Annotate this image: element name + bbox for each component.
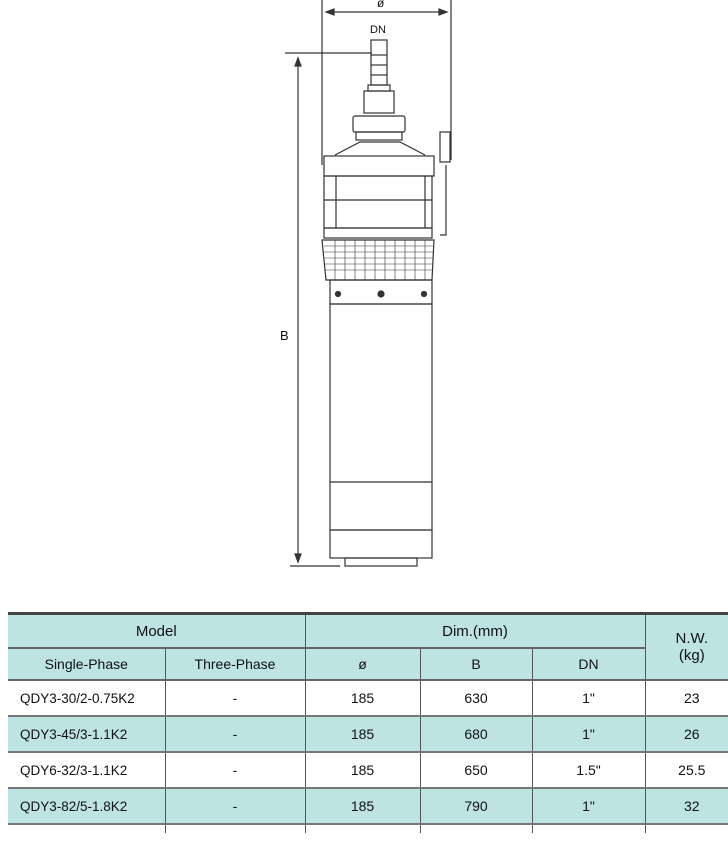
table-row xyxy=(8,788,728,824)
cell-b: 790 xyxy=(420,788,532,824)
cell-three-phase: - xyxy=(165,788,305,824)
header-net-weight: N.W. (kg) xyxy=(645,614,728,681)
cell-diameter: 185 xyxy=(305,752,420,788)
table-row xyxy=(8,680,728,716)
cell-three-phase: - xyxy=(165,752,305,788)
cell-three-phase: - xyxy=(165,680,305,716)
cell-weight: 25.5 xyxy=(645,752,728,788)
cell-single-phase: QDY6-32/3-1.1K2 xyxy=(8,752,165,788)
cell-b: 630 xyxy=(420,680,532,716)
cell-diameter: 185 xyxy=(305,788,420,824)
header-three-phase: Three-Phase xyxy=(165,648,305,680)
header-dn: DN xyxy=(532,648,645,680)
diameter-label: ø xyxy=(377,0,385,10)
cell-dn: 1" xyxy=(532,716,645,752)
cell-dn: 1" xyxy=(532,680,645,716)
cell-b: 680 xyxy=(420,716,532,752)
cell-dn: 1" xyxy=(532,788,645,824)
cell-three-phase: - xyxy=(165,716,305,752)
height-label: B xyxy=(280,328,289,343)
specification-table xyxy=(8,612,728,833)
header-single-phase: Single-Phase xyxy=(8,648,165,680)
cell-weight: 23 xyxy=(645,680,728,716)
cell-diameter: 185 xyxy=(305,680,420,716)
table-row xyxy=(8,752,728,788)
cell-b: 650 xyxy=(420,752,532,788)
dn-label: DN xyxy=(370,24,386,36)
header-dimensions: Dim.(mm) xyxy=(305,614,645,649)
cell-weight: 26 xyxy=(645,716,728,752)
cell-weight: 32 xyxy=(645,788,728,824)
cell-single-phase: QDY3-45/3-1.1K2 xyxy=(8,716,165,752)
header-b: B xyxy=(420,648,532,680)
height-dimension xyxy=(285,53,372,566)
cell-single-phase: QDY3-30/2-0.75K2 xyxy=(8,680,165,716)
cell-diameter: 185 xyxy=(305,716,420,752)
table-row-stub xyxy=(8,824,728,833)
header-diameter: ø xyxy=(305,648,420,680)
table-row xyxy=(8,716,728,752)
pump-body xyxy=(322,40,450,566)
cell-dn: 1.5" xyxy=(532,752,645,788)
cell-single-phase: QDY3-82/5-1.8K2 xyxy=(8,788,165,824)
header-model: Model xyxy=(8,614,305,649)
